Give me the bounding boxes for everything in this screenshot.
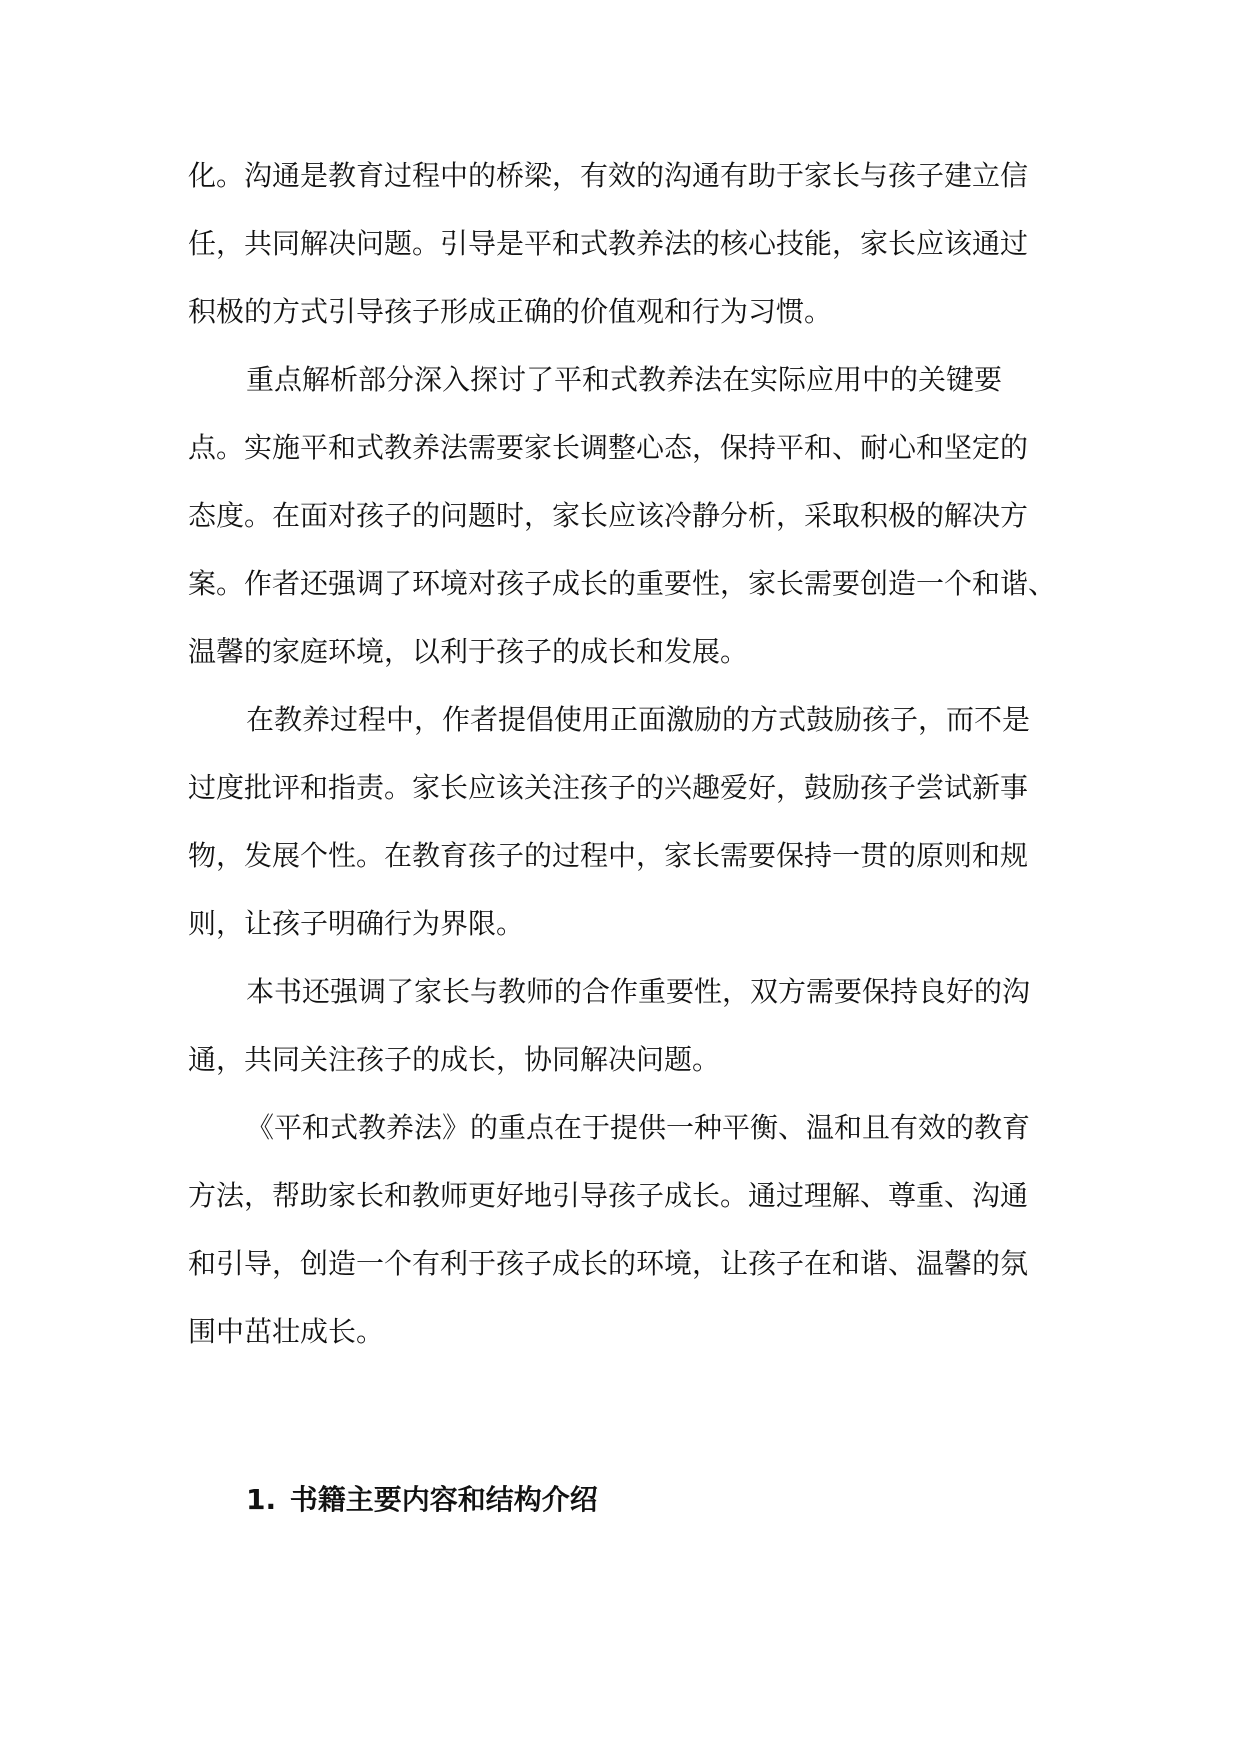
text-line: 《平和式教养法》的重点在于提供一种平衡、温和且有效的教育 — [246, 1111, 1031, 1144]
text-line: 方法，帮助家长和教师更好地引导孩子成长。通过理解、尊重、沟通 — [188, 1179, 1029, 1212]
section-heading — [246, 1480, 598, 1520]
text-line: 案。作者还强调了环境对孩子成长的重要性，家长需要创造一个和谐、 — [188, 567, 1056, 600]
text-line: 任，共同解决问题。引导是平和式教养法的核心技能，家长应该通过 — [188, 227, 1029, 260]
text-line: 重点解析部分深入探讨了平和式教养法在实际应用中的关键要 — [246, 363, 1003, 396]
text-line: 则，让孩子明确行为界限。 — [188, 907, 525, 940]
section-number: 1. — [246, 1483, 277, 1516]
paragraph-1 — [188, 142, 1056, 346]
paragraph-5 — [188, 1094, 1056, 1366]
paragraph-3 — [188, 686, 1056, 958]
text-line: 点。实施平和式教养法需要家长调整心态，保持平和、耐心和坚定的 — [188, 431, 1029, 464]
text-line: 在教养过程中，作者提倡使用正面激励的方式鼓励孩子，而不是 — [246, 703, 1031, 736]
text-line: 通，共同关注孩子的成长，协同解决问题。 — [188, 1043, 721, 1076]
text-line: 化。沟通是教育过程中的桥梁，有效的沟通有助于家长与孩子建立信 — [188, 159, 1029, 192]
text-line: 围中茁壮成长。 — [188, 1315, 385, 1348]
document-body — [188, 142, 1056, 1366]
text-line: 过度批评和指责。家长应该关注孩子的兴趣爱好，鼓励孩子尝试新事 — [188, 771, 1029, 804]
paragraph-2 — [188, 346, 1056, 686]
text-line: 积极的方式引导孩子形成正确的价值观和行为习惯。 — [188, 295, 833, 328]
text-line: 和引导，创造一个有利于孩子成长的环境，让孩子在和谐、温馨的氛 — [188, 1247, 1029, 1280]
text-line: 本书还强调了家长与教师的合作重要性，双方需要保持良好的沟 — [246, 975, 1031, 1008]
text-line: 物，发展个性。在教育孩子的过程中，家长需要保持一贯的原则和规 — [188, 839, 1029, 872]
text-line: 温馨的家庭环境，以利于孩子的成长和发展。 — [188, 635, 749, 668]
text-line: 态度。在面对孩子的问题时，家长应该冷静分析，采取积极的解决方 — [188, 499, 1029, 532]
section-title: 书籍主要内容和结构介绍 — [289, 1483, 598, 1516]
paragraph-4 — [188, 958, 1056, 1094]
